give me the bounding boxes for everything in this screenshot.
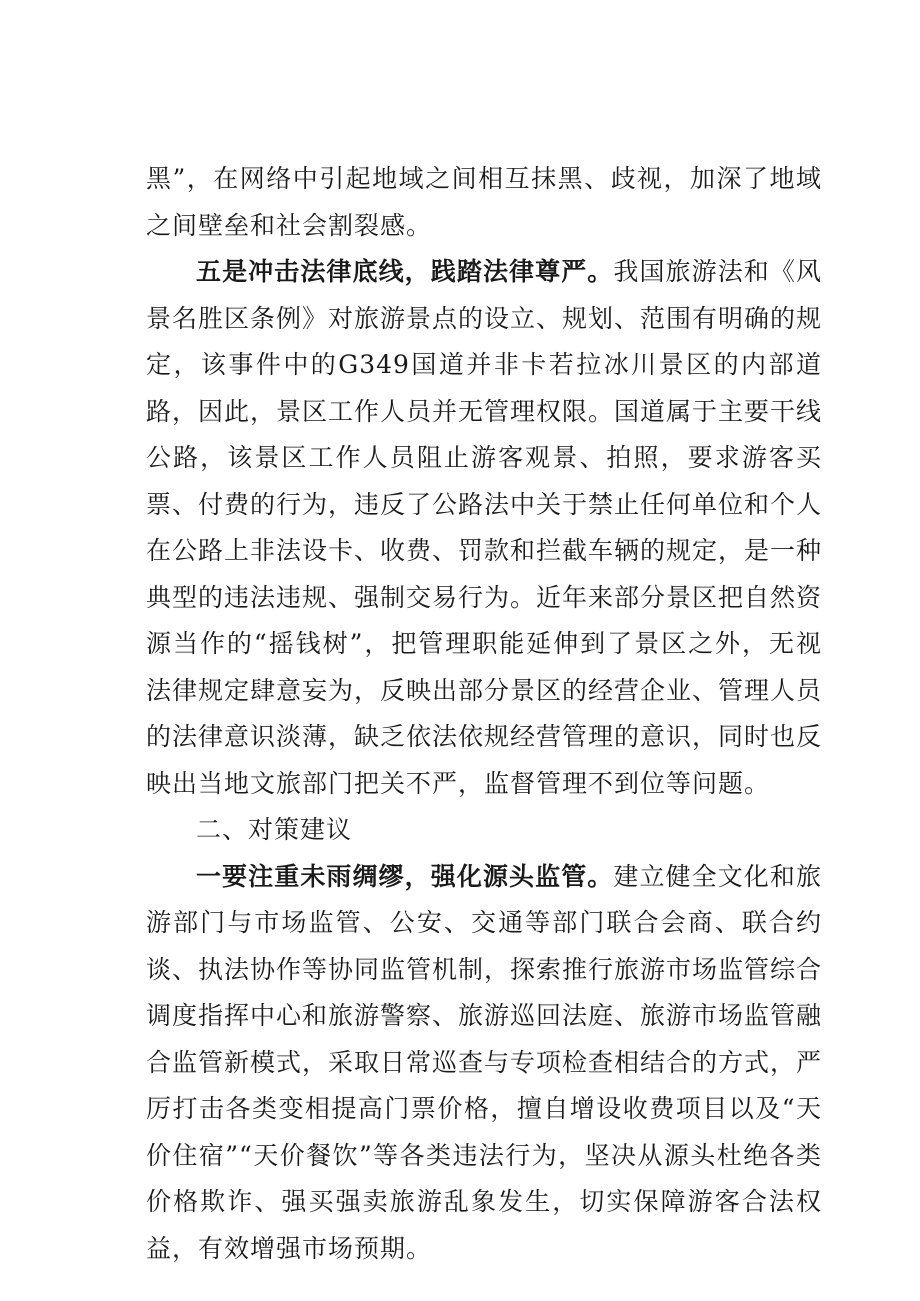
paragraph-continuation bbox=[146, 156, 822, 249]
paragraph-source-supervision-text: 建立健全文化和旅游部门与市场监管、公安、交通等部门联合会商、联合约谈、执法协作等协同监管机制，探索推行旅游市场监管综合调度指挥中心和旅游警察、旅游巡回法庭、旅游市场监管融合监管新模式，采取日常巡查与专项检查相结合的方式，严厉打击各类变相提高门票价格，擅自增设收费项目以及“天价住宿”“天价餐饮”等各类违法行为，坚决从源头杜绝各类价格欺诈、强买强卖旅游乱象发生，切实保障游客合法权益，有效增强市场预期。 bbox=[146, 861, 823, 1263]
paragraph-source-supervision bbox=[146, 854, 822, 1273]
document-body bbox=[146, 156, 822, 1272]
paragraph-legal-impact bbox=[146, 249, 822, 807]
paragraph-continuation-text: 黑”，在网络中引起地域之间相互抹黑、歧视，加深了地域之间壁垒和社会割裂感。 bbox=[146, 164, 822, 240]
paragraph-source-supervision-lead: 一要注重未雨绸缪，强化源头监管。 bbox=[196, 861, 614, 891]
section-heading-countermeasures: 二、对策建议 bbox=[196, 815, 353, 844]
paragraph-legal-impact-lead: 五是冲击法律底线，践踏法律尊严。 bbox=[196, 257, 614, 286]
paragraph-legal-impact-text: 我国旅游法和《风景名胜区条例》对旅游景点的设立、规划、范围有明确的规定，该事件中的G349国道并非卡若拉冰川景区的内部道路，因此，景区工作人员并无管理权限。国道属于主要干线公路，该景区工作人员阻止游客观景、拍照，要求游客买票、付费的行为，违反了公路法中关于禁止任何单位和个人在公路上非法设卡、收费、罚款和拦截车辆的规定，是一种典型的违法违规、强制交易行为。近年来部分景区把自然资源当作的“摇钱树”，把管理职能延伸到了景区之外，无视法律规定肆意妄为，反映出部分景区的经营企业、管理人员的法律意识淡薄，缺乏依法依规经营管理的意识，同时也反映出当地文旅部门把关不严，监督管理不到位等问题。 bbox=[146, 257, 823, 798]
